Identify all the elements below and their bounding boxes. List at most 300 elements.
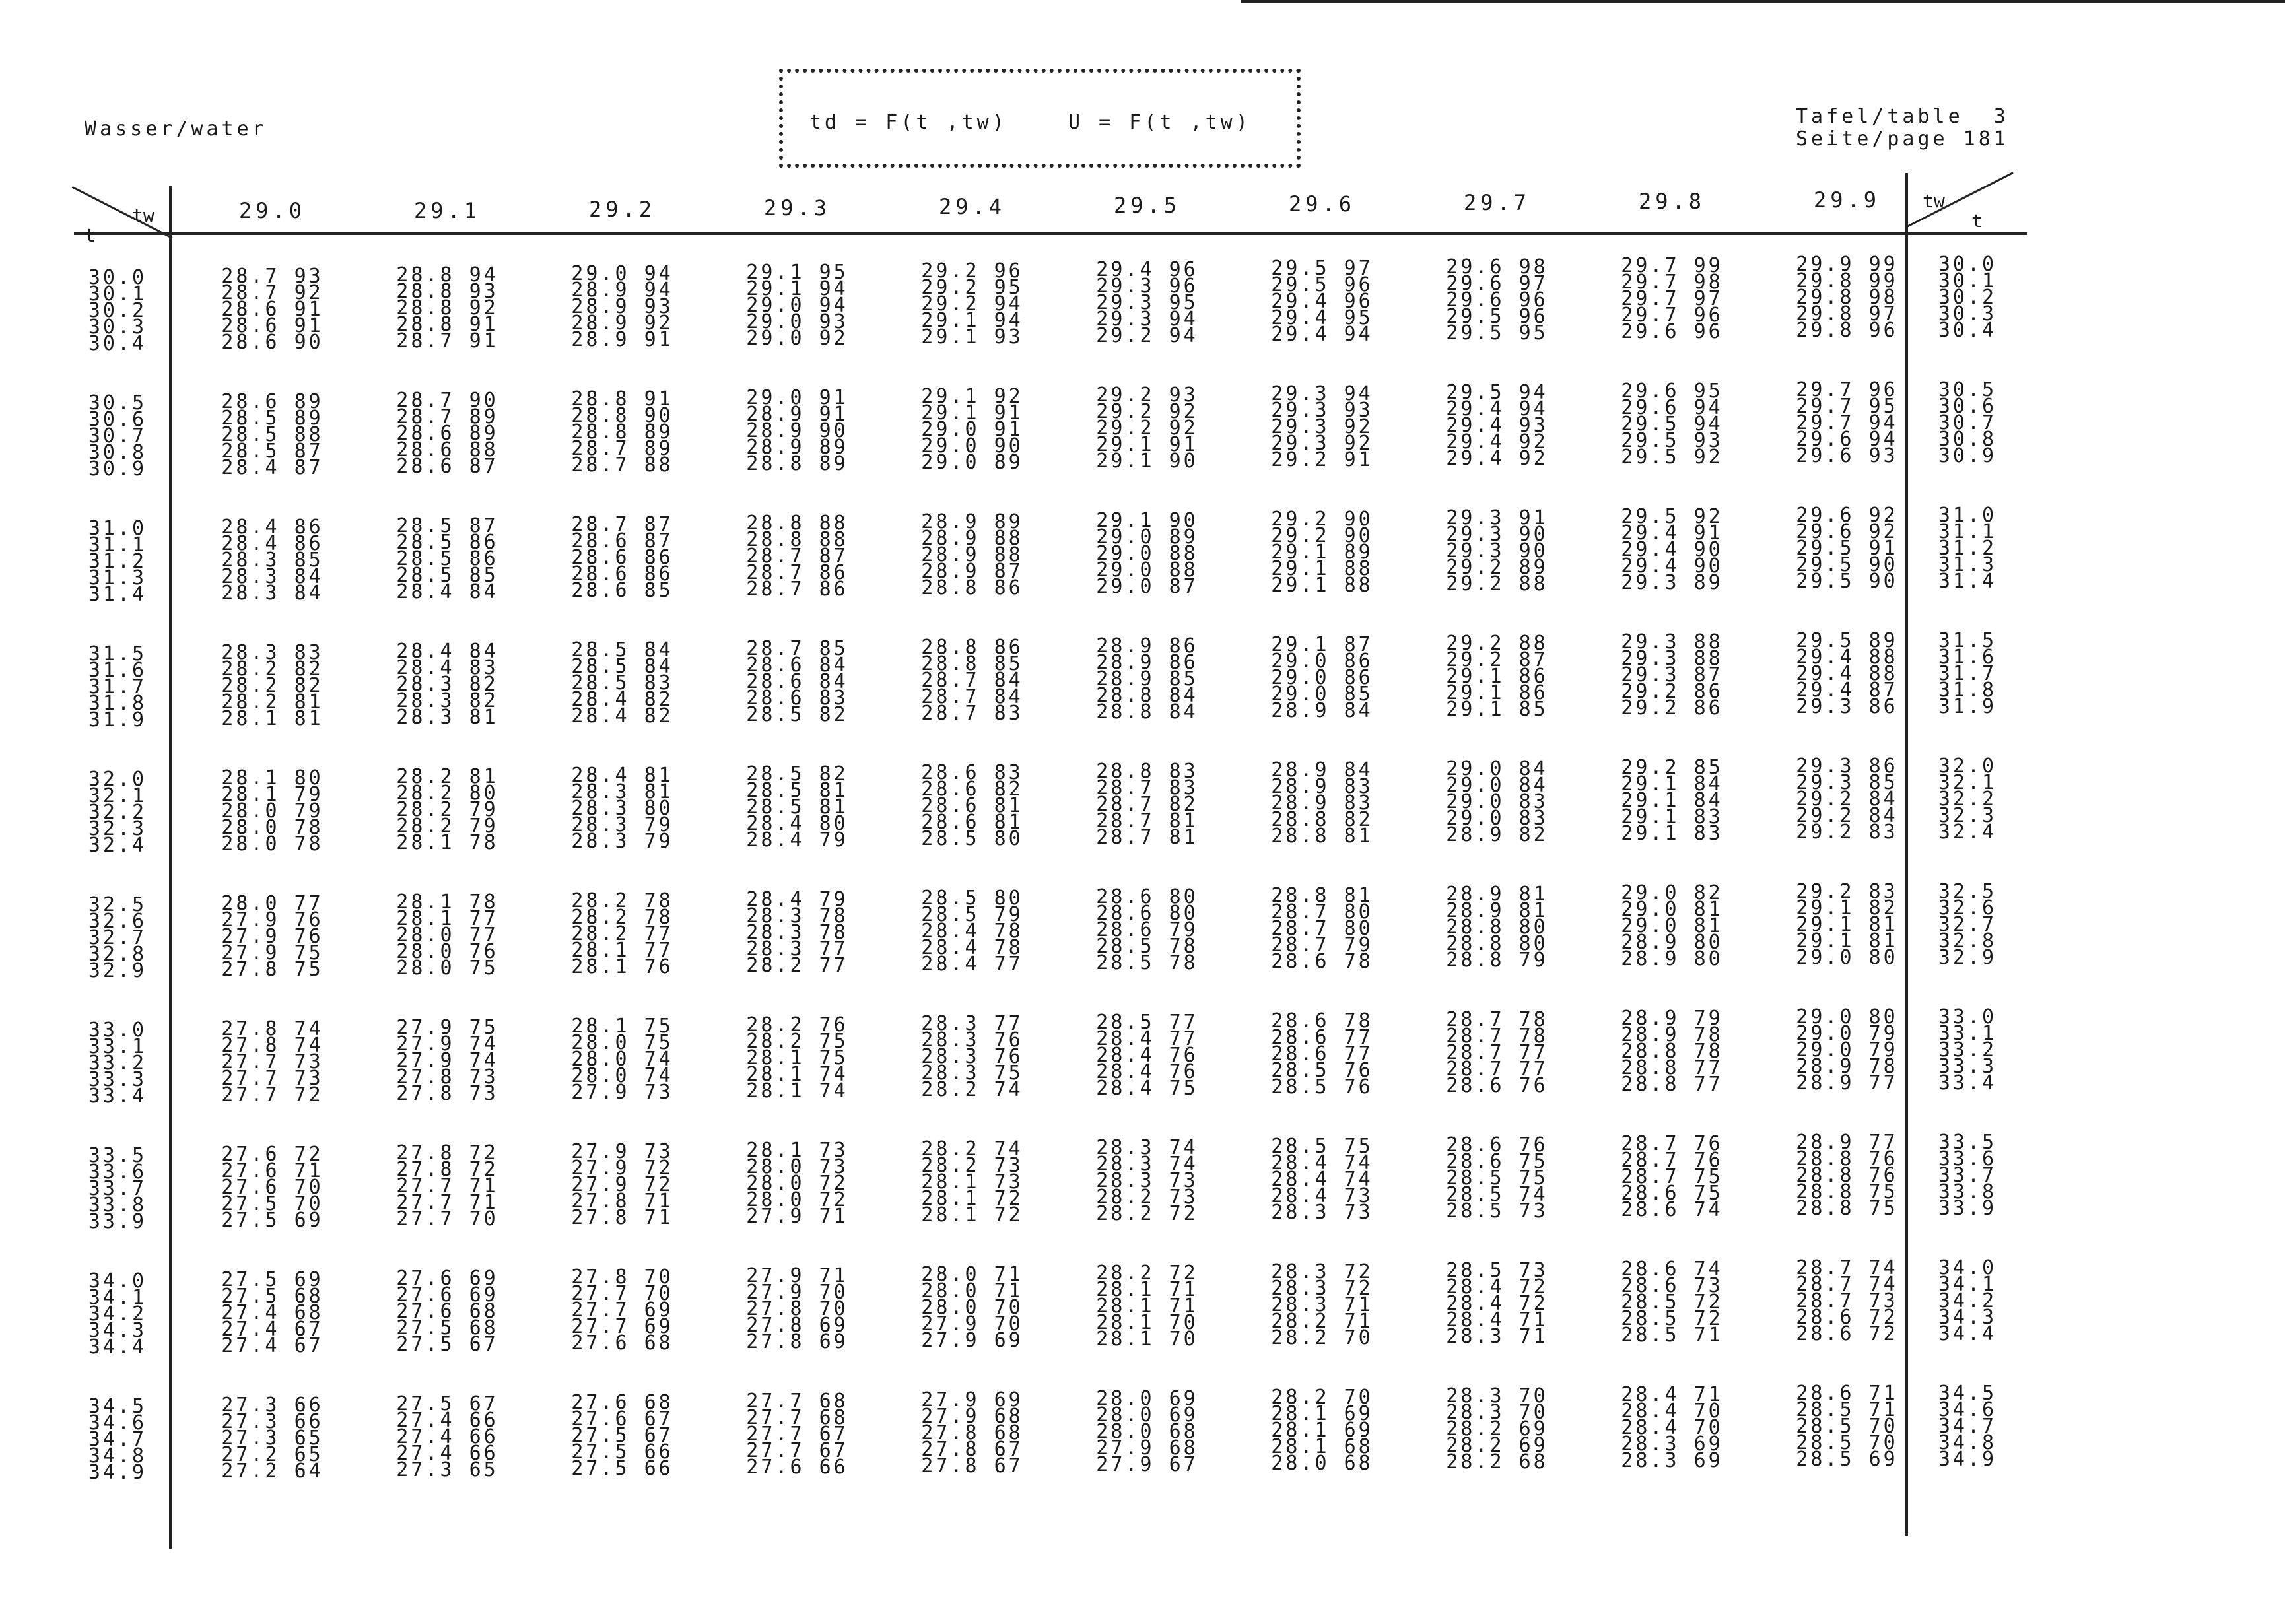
- table-cell-td-u: 28.0 77: [221, 892, 324, 915]
- table-cell-td-u: 27.9 72: [571, 1157, 673, 1180]
- table-cell-td-u: 29.6 98: [1446, 255, 1548, 279]
- table-cell-td-u: 28.8 92: [396, 296, 498, 320]
- row-label-t-right: 30.9: [1938, 444, 1997, 467]
- table-cell-td-u: 29.3 94: [1271, 382, 1373, 405]
- table-cell-td-u: 28.5 89: [221, 407, 324, 430]
- row-label-t: 30.4: [88, 332, 147, 355]
- table-cell-td-u: 28.1 72: [921, 1187, 1023, 1210]
- table-cell-td-u: 29.1 89: [1271, 541, 1373, 564]
- row-label-t: 30.9: [88, 457, 147, 481]
- table-cell-td-u: 29.1 94: [746, 277, 848, 300]
- table-cell-td-u: 28.6 80: [1096, 902, 1198, 925]
- table-cell-td-u: 29.1 84: [1621, 789, 1723, 812]
- table-cell-td-u: 29.5 91: [1796, 537, 1898, 560]
- row-label-t-right: 32.6: [1938, 897, 1997, 920]
- table-cell-td-u: 29.3 92: [1271, 415, 1373, 438]
- table-cell-td-u: 27.9 75: [396, 1016, 498, 1039]
- table-cell-td-u: 28.4 82: [571, 688, 673, 711]
- table-cell-td-u: 28.1 81: [221, 707, 324, 730]
- table-cell-td-u: 29.4 92: [1446, 430, 1548, 454]
- table-cell-td-u: 28.9 88: [921, 543, 1023, 566]
- table-cell-td-u: 27.6 70: [221, 1176, 324, 1199]
- table-cell-td-u: 28.3 81: [396, 706, 498, 729]
- table-cell-td-u: 28.0 78: [221, 816, 324, 839]
- table-cell-td-u: 29.2 93: [1096, 384, 1198, 407]
- table-cell-td-u: 28.5 86: [396, 547, 498, 570]
- table-cell-td-u: 27.8 70: [746, 1297, 848, 1320]
- table-cell-td-u: 28.9 91: [571, 328, 673, 351]
- table-cell-td-u: 28.7 93: [221, 265, 324, 288]
- table-cell-td-u: 29.4 93: [1446, 414, 1548, 437]
- table-cell-td-u: 28.3 72: [1271, 1277, 1373, 1300]
- table-cell-td-u: 28.3 85: [221, 549, 324, 572]
- row-label-t: 33.7: [88, 1177, 147, 1200]
- table-cell-td-u: 28.2 77: [571, 922, 673, 945]
- table-cell-td-u: 28.7 83: [921, 702, 1023, 725]
- table-cell-td-u: 28.7 90: [396, 389, 498, 412]
- table-cell-td-u: 29.6 96: [1621, 320, 1723, 343]
- table-cell-td-u: 29.1 82: [1796, 897, 1898, 920]
- table-cell-td-u: 28.5 70: [1796, 1415, 1898, 1438]
- row-label-t-right: 34.2: [1938, 1289, 1997, 1312]
- table-cell-td-u: 27.2 64: [221, 1460, 324, 1483]
- table-cell-td-u: 27.6 68: [571, 1332, 673, 1355]
- row-label-t: 33.3: [88, 1068, 147, 1091]
- table-cell-td-u: 28.4 74: [1271, 1168, 1373, 1191]
- table-cell-td-u: 29.4 92: [1446, 447, 1548, 470]
- table-cell-td-u: 28.9 82: [1446, 823, 1548, 846]
- table-cell-td-u: 29.6 97: [1446, 272, 1548, 295]
- corner-t-right: t: [1971, 210, 1983, 232]
- row-label-t-right: 31.9: [1938, 695, 1997, 718]
- table-cell-td-u: 28.6 86: [571, 562, 673, 586]
- table-cell-td-u: 28.2 69: [1446, 1434, 1548, 1457]
- table-cell-td-u: 27.9 67: [1096, 1453, 1198, 1476]
- table-cell-td-u: 29.0 89: [921, 451, 1023, 474]
- table-cell-td-u: 28.4 79: [746, 888, 848, 911]
- table-cell-td-u: 29.4 87: [1796, 679, 1898, 702]
- table-cell-td-u: 27.7 68: [746, 1406, 848, 1429]
- row-label-t-right: 34.7: [1938, 1415, 1997, 1438]
- table-cell-td-u: 28.3 70: [1446, 1384, 1548, 1407]
- table-cell-td-u: 28.4 83: [396, 656, 498, 679]
- row-label-t-right: 30.2: [1938, 286, 1997, 309]
- row-label-t-right: 31.4: [1938, 570, 1997, 593]
- row-label-t: 34.0: [88, 1269, 147, 1293]
- row-label-t-right: 31.8: [1938, 679, 1997, 702]
- table-cell-td-u: 29.0 84: [1446, 757, 1548, 780]
- row-label-t-right: 32.8: [1938, 930, 1997, 953]
- table-cell-td-u: 27.8 69: [746, 1330, 848, 1353]
- table-cell-td-u: 28.7 92: [221, 281, 324, 304]
- table-cell-td-u: 28.5 69: [1796, 1448, 1898, 1471]
- table-cell-td-u: 28.7 79: [1271, 933, 1373, 957]
- row-label-t: 31.6: [88, 659, 147, 682]
- table-cell-td-u: 28.0 78: [221, 832, 324, 856]
- table-cell-td-u: 28.0 74: [571, 1048, 673, 1071]
- table-cell-td-u: 28.5 76: [1271, 1075, 1373, 1099]
- table-cell-td-u: 28.1 74: [746, 1079, 848, 1102]
- table-cell-td-u: 27.7 67: [746, 1439, 848, 1462]
- table-cell-td-u: 28.1 75: [746, 1046, 848, 1069]
- table-cell-td-u: 28.1 80: [221, 766, 324, 790]
- table-cell-td-u: 29.2 90: [1271, 508, 1373, 531]
- table-cell-td-u: 28.8 90: [571, 404, 673, 427]
- row-label-t: 33.6: [88, 1161, 147, 1184]
- row-label-t: 34.7: [88, 1428, 147, 1451]
- table-cell-td-u: 28.3 69: [1621, 1449, 1723, 1472]
- row-label-t: 32.1: [88, 784, 147, 807]
- table-number: Tafel/table 3: [1796, 105, 2009, 128]
- table-cell-td-u: 28.4 78: [921, 936, 1023, 959]
- table-cell-td-u: 29.5 93: [1621, 429, 1723, 452]
- table-cell-td-u: 28.5 84: [571, 638, 673, 661]
- table-cell-td-u: 28.6 85: [571, 579, 673, 602]
- table-cell-td-u: 29.5 96: [1446, 305, 1548, 328]
- table-cell-td-u: 28.6 75: [1621, 1182, 1723, 1205]
- table-cell-td-u: 27.5 70: [221, 1192, 324, 1215]
- row-label-t-right: 30.6: [1938, 395, 1997, 418]
- table-cell-td-u: 27.9 68: [921, 1405, 1023, 1428]
- table-cell-td-u: 28.4 72: [1446, 1275, 1548, 1299]
- table-cell-td-u: 29.1 88: [1271, 557, 1373, 580]
- table-cell-td-u: 27.4 67: [221, 1334, 324, 1357]
- table-cell-td-u: 29.3 86: [1796, 755, 1898, 778]
- table-cell-td-u: 27.9 71: [746, 1205, 848, 1228]
- table-cell-td-u: 28.7 73: [1796, 1289, 1898, 1312]
- table-cell-td-u: 28.0 71: [921, 1279, 1023, 1303]
- table-cell-td-u: 28.6 84: [746, 654, 848, 677]
- row-label-t-right: 31.7: [1938, 662, 1997, 685]
- row-label-t-right: 32.4: [1938, 821, 1997, 844]
- table-cell-td-u: 27.9 71: [746, 1264, 848, 1287]
- table-cell-td-u: 28.5 73: [1446, 1200, 1548, 1223]
- row-label-t-right: 32.2: [1938, 788, 1997, 811]
- table-cell-td-u: 28.0 77: [396, 924, 498, 947]
- table-cell-td-u: 28.2 82: [221, 658, 324, 681]
- table-cell-td-u: 29.8 97: [1796, 302, 1898, 325]
- table-cell-td-u: 28.7 87: [571, 513, 673, 536]
- table-cell-td-u: 28.8 80: [1446, 932, 1548, 955]
- row-label-t-right: 34.4: [1938, 1322, 1997, 1345]
- table-cell-td-u: 28.0 75: [571, 1031, 673, 1054]
- table-cell-td-u: 29.3 85: [1796, 771, 1898, 794]
- column-header-tw: 29.8: [1638, 189, 1706, 214]
- table-cell-td-u: 28.3 74: [1096, 1153, 1198, 1176]
- table-cell-td-u: 28.6 87: [571, 529, 673, 553]
- row-label-t: 33.2: [88, 1052, 147, 1075]
- table-cell-td-u: 28.4 77: [1096, 1027, 1198, 1050]
- table-cell-td-u: 28.3 76: [921, 1045, 1023, 1068]
- table-cell-td-u: 29.5 90: [1796, 570, 1898, 593]
- row-label-t-right: 30.8: [1938, 428, 1997, 451]
- table-cell-td-u: 28.9 94: [571, 279, 673, 302]
- table-cell-td-u: 29.3 94: [1096, 308, 1198, 331]
- table-cell-td-u: 28.8 91: [396, 313, 498, 336]
- table-cell-td-u: 28.9 79: [1621, 1007, 1723, 1030]
- table-cell-td-u: 28.6 81: [921, 811, 1023, 834]
- table-cell-td-u: 28.5 82: [746, 762, 848, 786]
- table-cell-td-u: 29.2 84: [1796, 804, 1898, 827]
- table-cell-td-u: 28.0 75: [396, 957, 498, 980]
- table-cell-td-u: 28.1 69: [1271, 1402, 1373, 1425]
- row-label-t: 30.1: [88, 283, 147, 306]
- table-cell-td-u: 28.7 89: [571, 437, 673, 460]
- table-cell-td-u: 28.3 71: [1446, 1325, 1548, 1348]
- table-cell-td-u: 29.0 89: [1096, 525, 1198, 549]
- table-cell-td-u: 28.5 80: [921, 827, 1023, 850]
- row-label-t: 31.9: [88, 708, 147, 731]
- table-cell-td-u: 27.6 69: [396, 1283, 498, 1306]
- table-cell-td-u: 29.6 95: [1621, 380, 1723, 403]
- table-cell-td-u: 29.5 90: [1796, 553, 1898, 576]
- table-cell-td-u: 28.9 90: [746, 419, 848, 442]
- table-cell-td-u: 28.9 89: [746, 436, 848, 459]
- table-cell-td-u: 28.5 71: [1621, 1324, 1723, 1347]
- table-cell-td-u: 29.2 85: [1621, 756, 1723, 779]
- table-cell-td-u: 29.2 86: [1621, 680, 1723, 703]
- table-cell-td-u: 29.6 94: [1621, 396, 1723, 419]
- table-cell-td-u: 27.5 69: [221, 1209, 324, 1232]
- table-cell-td-u: 28.7 80: [1271, 900, 1373, 924]
- corner-t-left: t: [85, 224, 96, 246]
- table-cell-td-u: 29.5 94: [1621, 413, 1723, 436]
- row-label-t: 30.2: [88, 299, 147, 322]
- table-cell-td-u: 29.5 94: [1446, 381, 1548, 404]
- table-cell-td-u: 28.8 94: [396, 263, 498, 287]
- table-cell-td-u: 29.3 90: [1446, 523, 1548, 546]
- table-cell-td-u: 27.9 70: [746, 1281, 848, 1304]
- table-cell-td-u: 28.7 74: [1796, 1256, 1898, 1279]
- row-label-t: 33.1: [88, 1035, 147, 1058]
- table-cell-td-u: 27.8 68: [921, 1421, 1023, 1444]
- table-cell-td-u: 28.6 87: [396, 455, 498, 478]
- table-cell-td-u: 27.5 68: [221, 1285, 324, 1308]
- table-cell-td-u: 28.4 70: [1621, 1400, 1723, 1423]
- table-cell-td-u: 28.8 78: [1621, 1040, 1723, 1063]
- table-cell-td-u: 28.8 93: [396, 280, 498, 303]
- table-cell-td-u: 28.6 76: [1446, 1133, 1548, 1157]
- row-label-t-right: 32.1: [1938, 771, 1997, 794]
- table-cell-td-u: 29.3 95: [1096, 291, 1198, 314]
- table-cell-td-u: 28.8 91: [571, 388, 673, 411]
- table-cell-td-u: 28.1 76: [571, 955, 673, 978]
- table-cell-td-u: 29.1 88: [1271, 574, 1373, 597]
- table-cell-td-u: 29.2 94: [1096, 324, 1198, 347]
- table-cell-td-u: 29.1 81: [1796, 930, 1898, 953]
- table-cell-td-u: 28.8 77: [1621, 1056, 1723, 1079]
- table-cell-td-u: 29.3 89: [1621, 571, 1723, 594]
- table-cell-td-u: 29.3 86: [1796, 695, 1898, 718]
- table-cell-td-u: 29.0 80: [1796, 946, 1898, 969]
- table-cell-td-u: 27.9 73: [571, 1140, 673, 1163]
- table-cell-td-u: 28.8 79: [1446, 949, 1548, 972]
- table-cell-td-u: 28.0 79: [221, 799, 324, 823]
- table-cell-td-u: 28.3 76: [921, 1029, 1023, 1052]
- table-cell-td-u: 29.0 82: [1621, 881, 1723, 904]
- table-cell-td-u: 28.8 88: [746, 512, 848, 535]
- table-cell-td-u: 29.8 96: [1796, 319, 1898, 342]
- row-label-t-right: 30.3: [1938, 302, 1997, 325]
- table-cell-td-u: 28.1 77: [571, 939, 673, 962]
- table-cell-td-u: 27.6 67: [571, 1407, 673, 1431]
- table-cell-td-u: 29.1 90: [1096, 509, 1198, 532]
- table-cell-td-u: 27.8 73: [396, 1082, 498, 1105]
- table-cell-td-u: 28.9 93: [571, 295, 673, 318]
- table-cell-td-u: 28.7 86: [746, 578, 848, 601]
- table-cell-td-u: 28.9 92: [571, 312, 673, 335]
- table-cell-td-u: 28.7 82: [1096, 793, 1198, 816]
- row-label-t: 34.6: [88, 1411, 147, 1435]
- row-label-t: 33.8: [88, 1194, 147, 1217]
- substance-title: Wasser/water: [85, 118, 267, 141]
- row-label-t: 31.3: [88, 566, 147, 590]
- table-cell-td-u: 29.1 95: [746, 261, 848, 284]
- table-cell-td-u: 29.7 99: [1621, 254, 1723, 277]
- table-cell-td-u: 29.3 90: [1446, 539, 1548, 562]
- table-cell-td-u: 28.9 77: [1796, 1131, 1898, 1154]
- table-cell-td-u: 29.2 88: [1446, 632, 1548, 655]
- table-cell-td-u: 29.3 88: [1621, 630, 1723, 654]
- table-cell-td-u: 28.2 70: [1271, 1326, 1373, 1349]
- table-cell-td-u: 28.9 77: [1796, 1071, 1898, 1095]
- table-cell-td-u: 28.3 79: [571, 830, 673, 853]
- table-cell-td-u: 27.8 67: [921, 1454, 1023, 1477]
- table-cell-td-u: 28.2 79: [396, 798, 498, 821]
- table-cell-td-u: 28.0 68: [1096, 1420, 1198, 1443]
- table-cell-td-u: 27.4 66: [396, 1442, 498, 1465]
- table-cell-td-u: 29.0 83: [1446, 807, 1548, 830]
- table-cell-td-u: 28.4 82: [571, 704, 673, 727]
- table-cell-td-u: 29.2 90: [1271, 524, 1373, 547]
- table-cell-td-u: 28.6 74: [1621, 1198, 1723, 1221]
- row-label-t: 31.4: [88, 583, 147, 606]
- table-cell-td-u: 28.9 81: [1446, 883, 1548, 906]
- table-cell-td-u: 28.1 68: [1271, 1435, 1373, 1458]
- table-cell-td-u: 29.1 84: [1621, 772, 1723, 795]
- table-cell-td-u: 29.0 91: [921, 418, 1023, 441]
- table-cell-td-u: 28.0 76: [396, 940, 498, 963]
- table-cell-td-u: 27.4 66: [396, 1409, 498, 1432]
- table-cell-td-u: 28.4 75: [1096, 1077, 1198, 1100]
- table-cell-td-u: 28.6 81: [921, 794, 1023, 817]
- table-cell-td-u: 28.5 75: [1271, 1135, 1373, 1158]
- table-cell-td-u: 28.4 86: [221, 516, 324, 539]
- table-cell-td-u: 28.1 70: [1096, 1311, 1198, 1334]
- header-rule: [74, 232, 2027, 235]
- table-cell-td-u: 28.5 81: [746, 779, 848, 802]
- row-label-t-right: 33.2: [1938, 1038, 1997, 1062]
- row-label-t: 30.7: [88, 424, 147, 448]
- table-cell-td-u: 28.7 83: [1096, 776, 1198, 799]
- column-header-tw: 29.1: [413, 198, 481, 223]
- table-cell-td-u: 28.5 83: [571, 671, 673, 694]
- table-cell-td-u: 28.3 83: [221, 641, 324, 664]
- row-label-t-right: 31.2: [1938, 537, 1997, 560]
- row-label-t-right: 31.6: [1938, 646, 1997, 669]
- table-cell-td-u: 28.3 75: [921, 1062, 1023, 1085]
- table-cell-td-u: 27.7 73: [221, 1067, 324, 1090]
- column-header-tw: 29.7: [1463, 190, 1531, 215]
- table-cell-td-u: 28.2 78: [571, 889, 673, 912]
- table-cell-td-u: 29.3 96: [1096, 275, 1198, 298]
- corner-tw-left: tw: [132, 205, 154, 226]
- row-label-t-right: 31.0: [1938, 504, 1997, 527]
- table-cell-td-u: 28.8 84: [1096, 684, 1198, 707]
- table-cell-td-u: 27.8 72: [396, 1141, 498, 1165]
- table-cell-td-u: 29.0 88: [1096, 558, 1198, 582]
- table-cell-td-u: 29.1 87: [1271, 633, 1373, 656]
- table-cell-td-u: 29.4 90: [1621, 555, 1723, 578]
- table-cell-td-u: 28.5 75: [1446, 1167, 1548, 1190]
- row-label-t-right: 30.7: [1938, 411, 1997, 434]
- row-label-t-right: 33.6: [1938, 1147, 1997, 1170]
- table-cell-td-u: 28.9 80: [1621, 931, 1723, 954]
- row-label-t: 34.8: [88, 1444, 147, 1468]
- table-cell-td-u: 28.4 80: [746, 812, 848, 835]
- row-label-t-right: 33.1: [1938, 1022, 1997, 1045]
- table-cell-td-u: 28.1 74: [746, 1063, 848, 1086]
- table-cell-td-u: 29.2 83: [1796, 821, 1898, 844]
- table-cell-td-u: 28.8 80: [1446, 916, 1548, 939]
- table-cell-td-u: 28.7 76: [1621, 1132, 1723, 1155]
- table-cell-td-u: 29.0 92: [746, 327, 848, 350]
- table-cell-td-u: 28.4 84: [396, 580, 498, 603]
- table-cell-td-u: 28.5 78: [1096, 935, 1198, 958]
- table-cell-td-u: 29.1 83: [1621, 805, 1723, 829]
- table-cell-td-u: 28.7 84: [921, 669, 1023, 692]
- column-header-tw: 29.4: [938, 194, 1006, 219]
- table-cell-td-u: 28.3 74: [1096, 1136, 1198, 1159]
- table-cell-td-u: 28.6 88: [396, 438, 498, 461]
- table-cell-td-u: 28.4 86: [221, 532, 324, 555]
- table-page-label: [1796, 106, 2009, 151]
- table-cell-td-u: 28.8 75: [1796, 1197, 1898, 1220]
- table-cell-td-u: 29.1 94: [921, 309, 1023, 332]
- table-cell-td-u: 28.8 81: [1271, 884, 1373, 907]
- table-cell-td-u: 29.5 92: [1621, 505, 1723, 528]
- table-cell-td-u: 28.7 81: [1096, 826, 1198, 849]
- table-cell-td-u: 29.0 79: [1796, 1038, 1898, 1062]
- table-cell-td-u: 28.9 85: [1096, 667, 1198, 691]
- table-cell-td-u: 28.5 80: [921, 887, 1023, 910]
- table-cell-td-u: 27.8 71: [571, 1190, 673, 1213]
- row-label-t: 32.9: [88, 959, 147, 982]
- table-cell-td-u: 27.5 67: [396, 1333, 498, 1356]
- table-cell-td-u: 28.6 80: [1096, 885, 1198, 908]
- table-cell-td-u: 28.0 72: [746, 1172, 848, 1195]
- row-label-t-right: 32.5: [1938, 880, 1997, 903]
- table-cell-td-u: 29.0 81: [1621, 898, 1723, 921]
- table-cell-td-u: 29.4 95: [1271, 306, 1373, 329]
- table-cell-td-u: 28.6 83: [921, 761, 1023, 784]
- table-cell-td-u: 29.1 86: [1446, 681, 1548, 704]
- table-cell-td-u: 28.6 72: [1796, 1322, 1898, 1345]
- table-cell-td-u: 28.5 81: [746, 795, 848, 819]
- table-cell-td-u: 27.5 68: [396, 1316, 498, 1339]
- table-cell-td-u: 28.7 77: [1446, 1041, 1548, 1064]
- table-cell-td-u: 27.4 68: [221, 1301, 324, 1324]
- table-cell-td-u: 28.6 78: [1271, 1009, 1373, 1032]
- table-cell-td-u: 28.4 72: [1446, 1292, 1548, 1315]
- table-cell-td-u: 28.2 75: [746, 1030, 848, 1053]
- table-cell-td-u: 27.7 72: [221, 1083, 324, 1106]
- formula-text: td = F(t ,tw) U = F(t ,tw): [809, 111, 1251, 134]
- table-cell-td-u: 28.7 91: [396, 329, 498, 353]
- table-cell-td-u: 28.6 90: [221, 331, 324, 354]
- table-cell-td-u: 28.7 78: [1446, 1008, 1548, 1031]
- table-cell-td-u: 28.1 71: [1096, 1278, 1198, 1301]
